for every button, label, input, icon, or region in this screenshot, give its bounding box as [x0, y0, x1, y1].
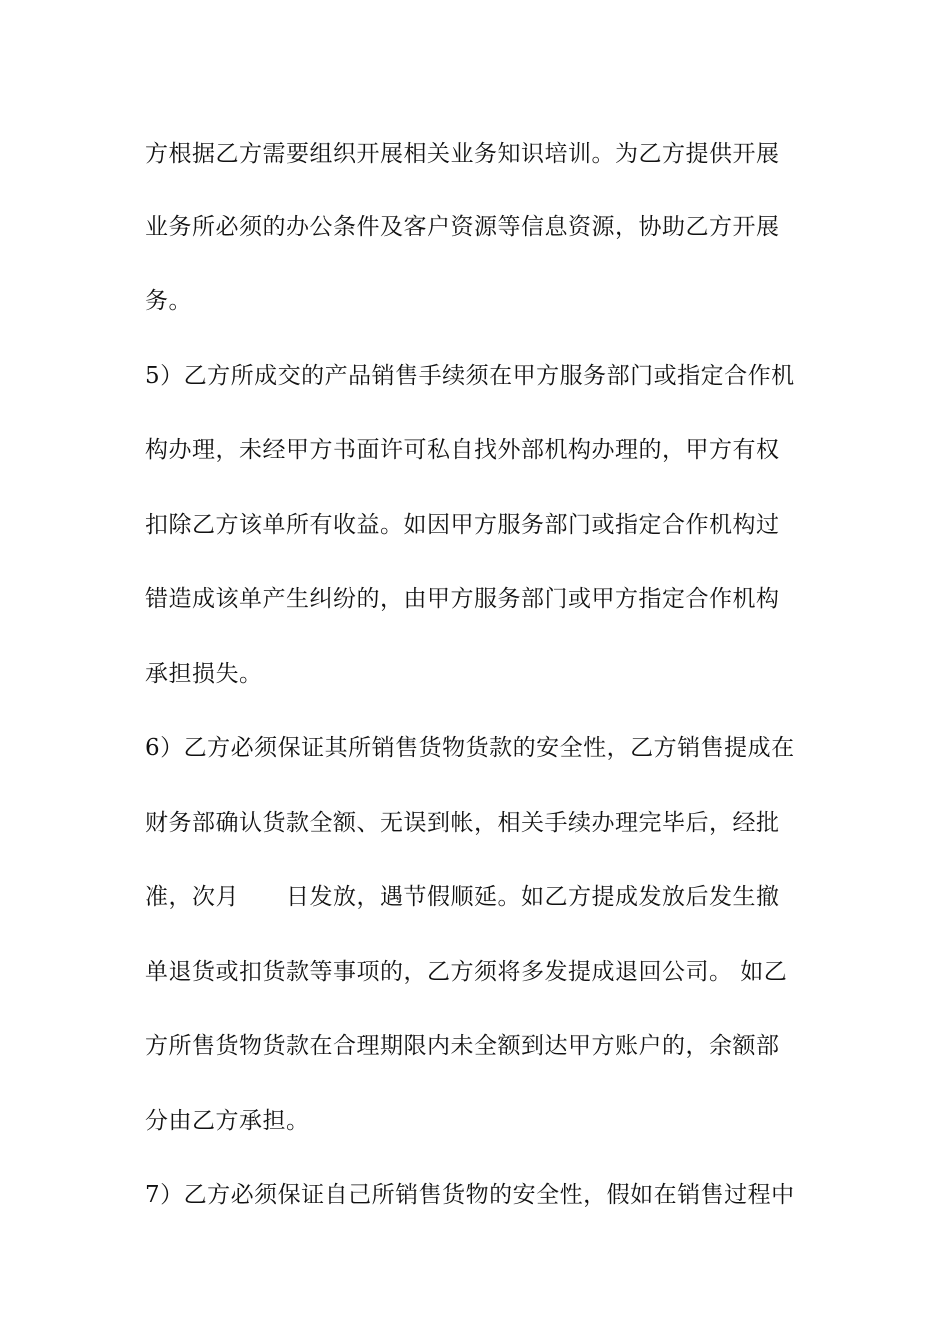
text-line: 单退货或扣货款等事项的，乙方须将多发提成退回公司。 如乙 [145, 959, 788, 985]
text-line: 业务所必须的办公条件及客户资源等信息资源，协助乙方开展 [145, 214, 780, 240]
text-line: 构办理，未经甲方书面许可私自找外部机构办理的，甲方有权 [145, 437, 780, 463]
text-line: 方根据乙方需要组织开展相关业务知识培训。为乙方提供开展 [145, 141, 780, 167]
text-line: 务。 [145, 288, 192, 314]
text-line: 承担损失。 [145, 661, 263, 687]
text-line: 5）乙方所成交的产品销售手续须在甲方服务部门或指定合作机 [145, 363, 795, 389]
text-line: 分由乙方承担。 [145, 1108, 310, 1134]
text-line: 准，次月 日发放，遇节假顺延。如乙方提成发放后发生撤 [145, 884, 780, 910]
text-line: 6）乙方必须保证其所销售货物货款的安全性，乙方销售提成在 [145, 735, 795, 761]
text-line: 错造成该单产生纠纷的，由甲方服务部门或甲方指定合作机构 [145, 586, 780, 612]
text-line: 方所售货物货款在合理期限内未全额到达甲方账户的，余额部 [145, 1033, 780, 1059]
text-line: 财务部确认货款全额、无误到帐，相关手续办理完毕后，经批 [145, 810, 780, 836]
text-line: 扣除乙方该单所有收益。如因甲方服务部门或指定合作机构过 [145, 512, 780, 538]
text-line: 7）乙方必须保证自己所销售货物的安全性，假如在销售过程中 [145, 1182, 795, 1208]
